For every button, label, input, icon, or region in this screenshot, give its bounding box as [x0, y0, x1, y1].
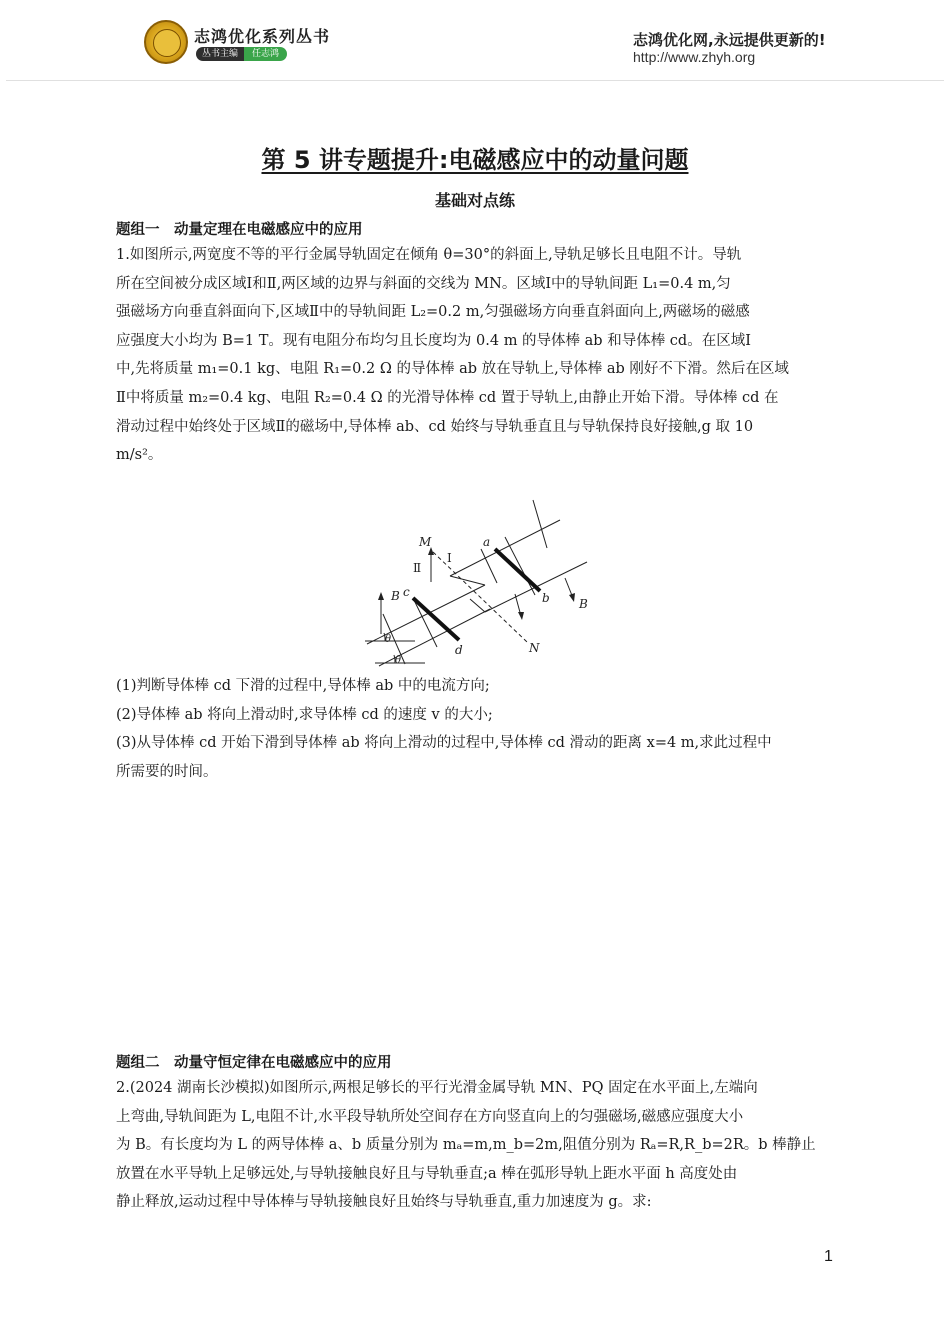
- arrowhead: [378, 592, 384, 600]
- page-number: 1: [824, 1248, 833, 1265]
- group2-heading: 题组二 动量守恒定律在电磁感应中的应用: [116, 1055, 392, 1071]
- problem1-line: Ⅱ中将质量 m₂=0.4 kg、电阻 R₂=0.4 Ω 的光滑导体棒 cd 置于导轨上,由静止开始下滑。导体棒 cd 在: [116, 389, 779, 406]
- problem2-line: 静止释放,运动过程中导体棒与导轨接触良好且始终与导轨垂直,重力加速度为 g。求:: [116, 1194, 652, 1211]
- page-title: 第 5 讲专题提升:电磁感应中的动量问题: [261, 146, 689, 174]
- perp-line: [533, 500, 547, 548]
- label-B-right: B: [579, 597, 588, 611]
- label-M: M: [419, 535, 432, 549]
- label-theta: θ: [385, 634, 392, 645]
- problem1-line: m/s²。: [116, 447, 163, 464]
- problem1-questions: [116, 672, 840, 786]
- header-slogan: 志鸿优化网,永远提供更新的!: [633, 31, 826, 49]
- label-a: a: [483, 535, 491, 549]
- label-N: N: [529, 641, 540, 655]
- label-b: b: [542, 591, 550, 605]
- problem1-line: 1.如图所示,两宽度不等的平行金属导轨固定在倾角 θ=30°的斜面上,导轨足够长且电阻不计。导轨: [116, 247, 742, 263]
- question-line: (1)判断导体棒 cd 下滑的过程中,导体棒 ab 中的电流方向;: [116, 678, 490, 694]
- problem1-text: [116, 241, 840, 470]
- problem2-line: 为 B。有长度均为 L 的两导体棒 a、b 质量分别为 mₐ=m,m_b=2m,阻值分别为 Rₐ=R,R_b=2R。b 棒静止: [116, 1137, 816, 1154]
- problem2-line: 2.(2024 湖南长沙模拟)如图所示,两根足够长的平行光滑金属导轨 MN、PQ 固定在水平面上,左端向: [116, 1080, 758, 1096]
- label-B-left: B: [391, 589, 400, 603]
- page-header: [0, 0, 950, 82]
- question-line: 所需要的时间。: [116, 763, 218, 780]
- header-divider: [6, 80, 944, 81]
- question-line: (3)从导体棒 cd 开始下滑到导体棒 ab 将向上滑动的过程中,导体棒 cd 滑动的距离 x=4 m,求此过程中: [116, 735, 772, 752]
- editor-badge: [196, 47, 287, 61]
- label-d: d: [455, 643, 463, 657]
- rail-step: [450, 576, 485, 585]
- publisher-seal-logo: [144, 20, 188, 64]
- label-c: c: [403, 585, 410, 599]
- problem2-line: 放置在水平导轨上足够远处,与导轨接触良好且与导轨垂直;a 棒在弧形导轨上距水平面 h 高度处由: [116, 1165, 738, 1182]
- label-region-2: Ⅱ: [413, 561, 422, 575]
- rail-step: [470, 599, 485, 612]
- rail-diagram-figure: [355, 494, 595, 669]
- perp-line: [413, 598, 437, 647]
- problem1-line: 中,先将质量 m₁=0.1 kg、电阻 R₁=0.2 Ω 的导体棒 ab 放在导轨上,导体棒 ab 刚好不下滑。然后在区域: [116, 361, 789, 378]
- section-subtitle: 基础对点练: [434, 191, 515, 210]
- series-title: 志鸿优化系列丛书: [194, 27, 331, 46]
- problem2-line: 上弯曲,导轨间距为 L,电阻不计,水平段导轨所处空间存在方向竖直向上的匀强磁场,磁感应强度大小: [116, 1108, 744, 1125]
- conductor-ab: [495, 549, 540, 591]
- group1-heading: 题组一 动量定理在电磁感应中的应用: [116, 222, 363, 238]
- problem1-line: 强磁场方向垂直斜面向下,区域Ⅱ中的导轨间距 L₂=0.2 m,匀强磁场方向垂直斜面向上,两磁场的磁感: [116, 304, 750, 321]
- problem1-line: 滑动过程中始终处于区域Ⅱ的磁场中,导体棒 ab、cd 始终与导轨垂直且与导轨保持良好接触,g 取 10: [116, 418, 754, 435]
- conductor-cd: [413, 598, 459, 640]
- label-region-1: Ⅰ: [447, 551, 452, 565]
- arrowhead: [569, 593, 575, 602]
- arrowhead: [518, 612, 524, 620]
- problem1-line: 所在空间被分成区域Ⅰ和Ⅱ,两区域的边界与斜面的交线为 MN。区域Ⅰ中的导轨间距 L₁=0.4 m,匀: [116, 275, 731, 292]
- editor-label: 丛书主编: [196, 47, 244, 61]
- rail-line: [450, 520, 560, 576]
- label-theta: θ: [395, 655, 402, 666]
- problem2-text: [116, 1074, 840, 1217]
- editor-name: 任志鸿: [244, 47, 287, 61]
- perp-line: [505, 537, 535, 595]
- perp-line: [481, 549, 497, 583]
- question-line: (2)导体棒 ab 将向上滑动时,求导体棒 cd 的速度 v 的大小;: [116, 706, 493, 723]
- site-url[interactable]: http://www.zhyh.org: [633, 49, 756, 65]
- problem1-line: 应强度大小均为 B=1 T。现有电阻分布均匀且长度均为 0.4 m 的导体棒 ab 和导体棒 cd。在区域Ⅰ: [116, 332, 751, 349]
